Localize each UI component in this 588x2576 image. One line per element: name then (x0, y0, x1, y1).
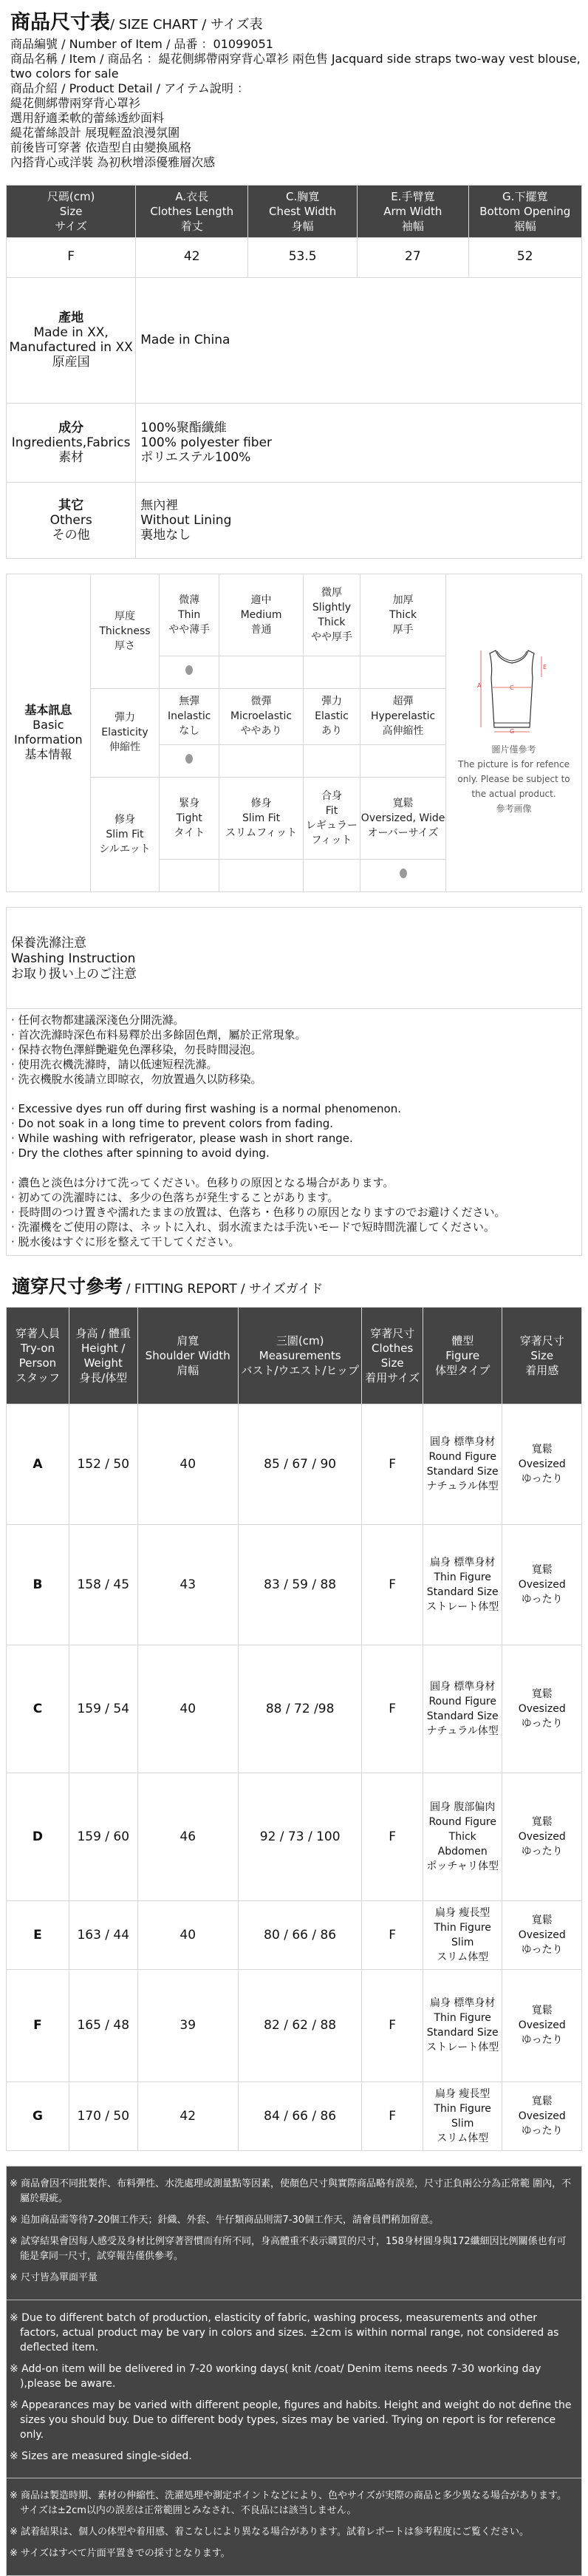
shoulder: 40 (137, 1900, 238, 1969)
fit-feel: 寬鬆 Ovesized ゆったり (502, 1645, 582, 1773)
vest-diagram-icon (466, 645, 562, 733)
option-elastic: 彈力 Elastic あり (303, 688, 360, 744)
size-chart-header-row (7, 185, 582, 237)
header-size: 尺碼(cm) Size サイズ (7, 185, 136, 237)
origin-label: 產地 Made in XX, Manufactured in XX 原産国 (7, 277, 136, 403)
option-fit: 合身 Fit レギュラーフィット (303, 777, 360, 859)
item-number: 01099051 (213, 36, 273, 51)
header-clothes-size: 穿著尺寸 Clothes Size 着用サイズ (362, 1307, 423, 1404)
header-chest-width: C.胸寬 Chest Width 身幅 (248, 185, 358, 237)
fit-feel: 寬鬆 Ovesized ゆったり (502, 1773, 582, 1900)
header-bottom-opening: G.下擺寬 Bottom Opening 裾幅 (468, 185, 582, 237)
note-item: ※ 試着結果は、個人の体型や着用感、着こなしにより異なる場合があります。試着レポートは参考程度にご覧ください。 (10, 2526, 529, 2538)
shoulder: 42 (137, 2081, 238, 2150)
item-name-line (10, 52, 582, 81)
svg-text:C: C (509, 684, 514, 692)
figure: 扁身 標準身材 Thin Figure Standard Size ストレート体型 (423, 1524, 502, 1645)
notes-en (7, 2300, 581, 2478)
height-weight: 170 / 50 (69, 2081, 137, 2150)
thickness-label: 厚度 Thickness 厚さ (90, 574, 159, 688)
table-row (7, 1645, 582, 1773)
height-weight: 159 / 54 (69, 1645, 137, 1773)
notes-jp (7, 2478, 581, 2575)
washing-instructions (6, 907, 582, 1256)
person: B (7, 1524, 69, 1645)
person: F (7, 1969, 69, 2081)
fit-label: 修身 Slim Fit シルエット (90, 777, 159, 891)
clothes-size: F (362, 1900, 423, 1969)
clothes-size: F (362, 2081, 423, 2150)
detail-label: 商品介紹 / Product Detail / アイテム說明 ： (10, 81, 249, 95)
svg-text:A: A (476, 682, 482, 690)
measurements: 88 / 72 /98 (238, 1645, 361, 1773)
option-slim-fit: 修身 Slim Fit スリムフィット (219, 777, 304, 859)
wash-item: · 保持衣物色澤鮮艷避免色澤移染，勿長時間浸泡。 (11, 1042, 262, 1056)
note-item: ※ 追加商品需等待7-20個工作天；針織、外套、牛仔類商品則需7-30個工作天，請會員們稍加留意。 (10, 2214, 440, 2226)
basic-info-title: 基本訊息 Basic Information 基本情報 (7, 574, 91, 891)
table-row (7, 1524, 582, 1645)
option-tight: 緊身 Tight タイト (160, 777, 219, 859)
person: E (7, 1900, 69, 1969)
person: G (7, 2081, 69, 2150)
elasticity-selected-cell (160, 744, 219, 777)
wash-item: · 首次洗滌時深色布料易釋於出多餘固色劑，屬於正常現象。 (11, 1027, 307, 1041)
wash-item: · Dry the clothes after spinning to avoid dying. (11, 1146, 270, 1160)
header-fit-feel: 穿著尺寸 Size 着用感 (502, 1307, 582, 1404)
fitting-table (6, 1307, 582, 2151)
person: D (7, 1773, 69, 1900)
option-thick: 加厚 Thick 厚手 (360, 574, 446, 656)
size-value: F (7, 237, 136, 277)
detail-line: 緹花側綁帶兩穿背心罩衫 (10, 95, 141, 110)
arm-width-value: 27 (358, 237, 468, 277)
diagram-note: 圖片僅參考 The picture is for refence only. Please be subject to the actual product. 參考画像 (457, 744, 570, 815)
table-row (7, 237, 582, 277)
chest-width-value: 53.5 (248, 237, 358, 277)
others-label: 其它 Others その他 (7, 482, 136, 558)
page-title: 商品尺寸表 (10, 11, 110, 34)
svg-text:G: G (509, 728, 514, 734)
others-row (7, 482, 582, 558)
item-name: 緹花側綁帶兩穿背心罩衫 兩色售 Jacquard side straps two-way vest blouse, two colors for sale (10, 51, 584, 81)
option-hyperelastic: 超彈 Hyperelastic 高伸縮性 (360, 688, 446, 744)
wash-item: · 使用洗衣機洗滌時，請以低速短程洗滌。 (11, 1057, 218, 1071)
wash-item: · 長時間のつけ置きや濡れたままの放置は、色落ち・色移りの原因となりますのでお避けください。 (11, 1205, 506, 1219)
wash-item: · 洗衣機脫水後請立即晾衣，勿放置過久以防移染。 (11, 1072, 262, 1086)
fabric-row (7, 403, 582, 482)
others-value: 無內裡 Without Lining 裏地なし (136, 482, 582, 558)
measurements: 83 / 59 / 88 (238, 1524, 361, 1645)
person: A (7, 1404, 69, 1524)
option-oversized: 寬鬆 Oversized, Wide オーバーサイズ (360, 777, 446, 859)
option-microelastic: 微彈 Microelastic ややあり (219, 688, 304, 744)
note-item: ※ Add-on item will be delivered in 7-20 working days( knit /coat/ Denim items needs 7-30 working day ),please be aware. (10, 2362, 541, 2390)
fitting-title: 適穿尺寸參考 / FITTING REPORT / サイズガイド (12, 1275, 324, 1297)
clothes-size: F (362, 1969, 423, 2081)
height-weight: 152 / 50 (69, 1404, 137, 1524)
origin-row (7, 277, 582, 403)
detail-line: 緹花蕾絲設計 展現輕盈浪漫氛圍 (10, 125, 180, 140)
fit-feel: 寬鬆 Ovesized ゆったり (502, 1900, 582, 1969)
selected-dot-icon (400, 869, 407, 878)
clothes-size: F (362, 1773, 423, 1900)
basic-info-table (6, 574, 582, 892)
table-row (7, 2081, 582, 2150)
thickness-selected-cell (160, 656, 219, 688)
header-measurements: 三圍(cm) Measurements バスト/ウエスト/ヒップ (238, 1307, 361, 1404)
wash-item: · Do not soak in a long time to prevent colors from fading. (11, 1116, 334, 1130)
header-clothes-length: A.衣長 Clothes Length 着丈 (136, 185, 248, 237)
fit-feel: 寬鬆 Ovesized ゆったり (502, 1524, 582, 1645)
option-slightly-thick: 微厚 Slightly Thick やや厚手 (303, 574, 360, 656)
garment-diagram (446, 574, 582, 891)
page-subtitle: / SIZE CHART / サイズ表 (110, 17, 263, 33)
product-info (10, 37, 582, 170)
figure: 扁身 標準身材 Thin Figure Standard Size ストレート体型 (423, 1969, 502, 2081)
note-item: ※ Sizes are measured single-sided. (10, 2450, 192, 2462)
item-number-label: 商品編號 / Number of Item / 品番 ： (10, 36, 213, 51)
wash-item: · 脱水後はすぐに形を整えて干してください。 (11, 1234, 240, 1248)
detail-line: 內搭背心或洋裝 為初秋增添優雅層次感 (10, 154, 216, 169)
wash-item: · 初めての洗濯時には、多少の色落ちが発生することがあります。 (11, 1190, 339, 1204)
height-weight: 158 / 45 (69, 1524, 137, 1645)
height-weight: 159 / 60 (69, 1773, 137, 1900)
wash-item: · 洗濯機をご使用の際は、ネットに入れ、弱水流または手洗いモードで短時間洗濯してください。 (11, 1220, 495, 1234)
option-medium: 適中 Medium 普通 (219, 574, 304, 656)
note-item: ※ 試穿結果會因每人感受及身材比例穿著習慣而有所不同，身高體重不表示購買的尺寸，158身材圓身與172纖細因比例關係也有可能是拿同一尺寸，試穿報告僅供參考。 (10, 2235, 567, 2262)
shoulder: 40 (137, 1404, 238, 1524)
clothes-length-value: 42 (136, 237, 248, 277)
figure: 圓身 標準身材 Round Figure Standard Size ナチュラル体型 (423, 1645, 502, 1773)
measurements: 92 / 73 / 100 (238, 1773, 361, 1900)
fabric-value: 100%聚酯纖維 100% polyester fiber ポリエステル100% (136, 403, 582, 482)
elasticity-label: 彈力 Elasticity 伸縮性 (90, 688, 159, 777)
clothes-size: F (362, 1404, 423, 1524)
wash-item: · Excessive dyes run off during first washing is a normal phenomenon. (11, 1101, 401, 1115)
notes-panel (6, 2166, 582, 2576)
fitting-header-row (7, 1307, 582, 1404)
wash-item: · While washing with refrigerator, please wash in short range. (11, 1131, 353, 1145)
figure: 圓身 腹部偏肉 Round Figure Thick Abdomen ポッチャリ体型 (423, 1773, 502, 1900)
detail-line: 前後皆可穿著 依造型自由變換風格 (10, 140, 192, 154)
selected-dot-icon (185, 665, 193, 675)
note-item: ※ 尺寸皆為單面平量 (10, 2271, 98, 2283)
bottom-opening-value: 52 (468, 237, 582, 277)
note-item: ※ 商品は製造時期、素材の伸縮性、洗濯処理や測定ポイントなどにより、色やサイズが実際の商品と多少異なる場合があります。サイズは±2cm以内の誤差は正常範囲とみなされ、不良品には該当しません。 (10, 2490, 567, 2516)
fabric-label: 成分 Ingredients,Fabrics 素材 (7, 403, 136, 482)
measurements: 80 / 66 / 86 (238, 1900, 361, 1969)
item-number-line (10, 37, 582, 52)
wash-item: · 任何衣物都建議深淺色分開洗滌。 (11, 1013, 185, 1027)
selected-dot-icon (185, 754, 193, 764)
item-name-label: 商品名稱 / Item / 商品名 ： (10, 51, 159, 66)
header-shoulder: 肩寬 Shoulder Width 肩幅 (137, 1307, 238, 1404)
note-item: ※ Due to different batch of production, elasticity of fabric, washing process, measurements and other factors, actual product may be vary in colors and sizes. ±2cm is within normal range, not considered as deflected item. (10, 2311, 559, 2354)
origin-value: Made in China (136, 277, 582, 403)
fit-feel: 寬鬆 Ovesized ゆったり (502, 2081, 582, 2150)
option-thin: 微薄 Thin やや薄手 (160, 574, 219, 656)
height-weight: 165 / 48 (69, 1969, 137, 2081)
note-item: ※ 商品會因不同批製作、布料彈性、水洗處理或測量點等因素，使顏色尺寸與實際商品略有誤差，尺寸正負兩公分為正常範 圍內，不屬於瑕疵。 (10, 2178, 572, 2204)
shoulder: 43 (137, 1524, 238, 1645)
header-person: 穿著人員 Try-on Person スタッフ (7, 1307, 69, 1404)
table-row (7, 1773, 582, 1900)
washing-title: 保養洗滌注意 Washing Instruction お取り扱い上のご注意 (7, 908, 581, 1009)
detail-line: 選用舒適柔軟的蕾絲透紗面料 (10, 110, 165, 125)
measurements: 84 / 66 / 86 (238, 2081, 361, 2150)
header-arm-width: E.手臂寬 Arm Width 袖幅 (358, 185, 468, 237)
table-row (7, 1404, 582, 1524)
shoulder: 39 (137, 1969, 238, 2081)
header-figure: 體型 Figure 体型タイプ (423, 1307, 502, 1404)
shoulder: 40 (137, 1645, 238, 1773)
fit-selected-cell (360, 859, 446, 891)
option-inelastic: 無彈 Inelastic なし (160, 688, 219, 744)
figure: 圓身 標準身材 Round Figure Standard Size ナチュラル体型 (423, 1404, 502, 1524)
shoulder: 46 (137, 1773, 238, 1900)
note-item: ※ Appearances may be varied with different people, figures and habits. Height and weight do not define the sizes you should buy. Due to different body types, sizes may be varied. Trying on report is for reference only. (10, 2399, 572, 2441)
measurements: 82 / 62 / 88 (238, 1969, 361, 2081)
svg-text:E: E (542, 664, 547, 671)
clothes-size: F (362, 1524, 423, 1645)
measurements: 85 / 67 / 90 (238, 1404, 361, 1524)
wash-item: · 濃色と淡色は分けて洗ってください。色移りの原因となる場合があります。 (11, 1175, 394, 1189)
person: C (7, 1645, 69, 1773)
table-row (7, 1969, 582, 2081)
notes-zh (7, 2167, 581, 2300)
fit-feel: 寬鬆 Ovesized ゆったり (502, 1404, 582, 1524)
figure: 扁身 瘦長型 Thin Figure Slim スリム体型 (423, 1900, 502, 1969)
table-row (7, 1900, 582, 1969)
header-height-weight: 身高 / 體重 Height / Weight 身長/体型 (69, 1307, 137, 1404)
clothes-size: F (362, 1645, 423, 1773)
note-item: ※ サイズはすべて片面平置きでの採寸となります。 (10, 2547, 230, 2559)
size-chart-title (10, 0, 582, 37)
fit-feel: 寬鬆 Ovesized ゆったり (502, 1969, 582, 2081)
height-weight: 163 / 44 (69, 1900, 137, 1969)
figure: 扁身 瘦長型 Thin Figure Slim スリム体型 (423, 2081, 502, 2150)
size-chart-table (6, 185, 582, 559)
